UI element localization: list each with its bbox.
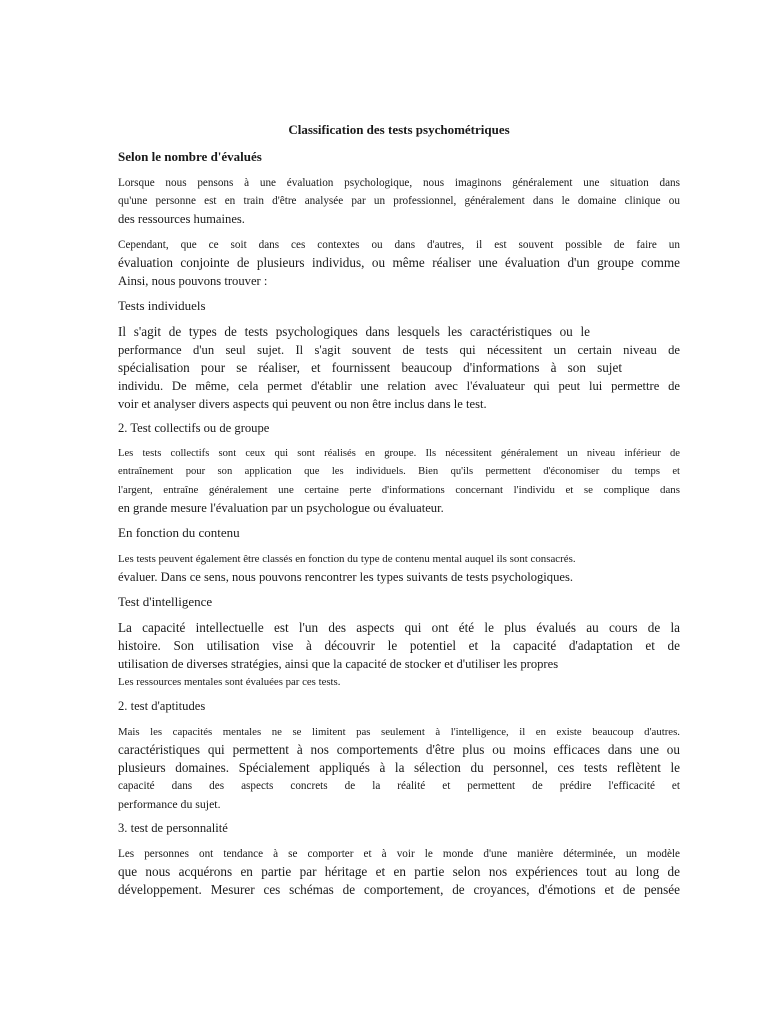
text-line: spécialisation pour se réaliser, et fournissent beaucoup d'informations à son sujet — [118, 360, 622, 375]
text-line: Les personnes ont tendance à se comporter et à voir le monde d'une manière déterminée, un modèle — [118, 848, 680, 860]
paragraph — [118, 445, 680, 517]
text-line: La capacité intellectuelle est l'un des aspects qui ont été le plus évalués au cours de la — [118, 620, 680, 635]
text-line: individu. De même, cela permet d'établir une relation avec l'évaluateur qui peut lui permettre de — [118, 379, 680, 393]
text-line: développement. Mesurer ces schémas de comportement, de croyances, d'émotions et de pensée — [118, 882, 680, 897]
paragraph — [118, 550, 680, 586]
text-line: Cependant, que ce soit dans ces contextes ou dans d'autres, il est souvent possible de faire un — [118, 239, 680, 251]
text-line: évaluer. Dans ce sens, nous pouvons rencontrer les types suivants de tests psychologiques. — [118, 570, 574, 584]
text-line: évaluation conjointe de plusieurs individus, ou même réaliser une évaluation d'un groupe comme — [118, 255, 680, 270]
text-line: performance d'un seul sujet. Il s'agit souvent de tests qui nécessitent un certain niveau de — [118, 343, 680, 357]
text-line: des ressources humaines. — [118, 212, 245, 226]
text-line: plusieurs domaines. Spécialement appliqués à la sélection du personnel, ces tests reflètent le — [118, 760, 680, 775]
section-heading: 2. test d'aptitudes — [118, 699, 206, 713]
section-heading: 2. Test collectifs ou de groupe — [118, 421, 270, 435]
text-line: l'argent, entraîne généralement une certaine perte d'informations concernant l'individu et se complique dans — [118, 484, 680, 496]
text-line: qu'une personne est en train d'être analysée par un professionnel, généralement dans le domaine clinique ou — [118, 195, 680, 207]
section-heading: 3. test de personnalité — [118, 821, 228, 835]
section-heading: En fonction du contenu — [118, 525, 240, 540]
document-title: Classification des tests psychométriques — [288, 122, 510, 137]
paragraph — [118, 723, 680, 813]
paragraph — [118, 619, 680, 691]
text-line: Les ressources mentales sont évaluées par ces tests. — [118, 676, 341, 688]
text-line: capacité dans des aspects concrets de la réalité et permettent de prédire l'efficacité et — [118, 780, 680, 792]
text-line: Il s'agit de types de tests psychologiques dans lesquels les caractéristiques ou le — [118, 324, 590, 339]
text-line: en grande mesure l'évaluation par un psychologue ou évaluateur. — [118, 501, 444, 515]
paragraph — [118, 236, 680, 290]
text-line: entraînement pour son application que les individuels. Bien qu'ils permettent d'économiser du temps et — [118, 466, 680, 477]
section-heading: Test d'intelligence — [118, 594, 213, 609]
text-line: que nous acquérons en partie par héritage et en partie selon nos expériences tout au long de — [118, 864, 680, 879]
text-line: Lorsque nous pensons à une évaluation psychologique, nous imaginons généralement une situation dans — [118, 177, 680, 189]
text-line: histoire. Son utilisation vise à découvrir le potentiel et la capacité d'adaptation et de — [118, 638, 680, 653]
document-page — [118, 118, 680, 907]
section-heading: Tests individuels — [118, 298, 206, 313]
section-heading: Selon le nombre d'évalués — [118, 149, 262, 164]
text-line: Mais les capacités mentales ne se limitent pas seulement à l'intelligence, il en existe beaucoup d'autres. — [118, 726, 680, 738]
text-line: Les tests collectifs sont ceux qui sont réalisés en groupe. Ils nécessitent généralement un niveau inférieur de — [118, 448, 680, 459]
text-line: voir et analyser divers aspects qui peuvent ou non être inclus dans le test. — [118, 397, 487, 411]
paragraph — [118, 174, 680, 228]
paragraph — [118, 323, 680, 413]
text-line: Les tests peuvent également être classés en fonction du type de contenu mental auquel ils sont consacrés. — [118, 553, 576, 565]
text-line: utilisation de diverses stratégies, ainsi que la capacité de stocker et d'utiliser les propres — [118, 657, 559, 671]
text-line: performance du sujet. — [118, 797, 221, 811]
text-line: caractéristiques qui permettent à nos comportements d'être plus ou moins efficaces dans une ou — [118, 742, 680, 757]
paragraph — [118, 845, 680, 899]
text-line: Ainsi, nous pouvons trouver : — [118, 274, 268, 288]
